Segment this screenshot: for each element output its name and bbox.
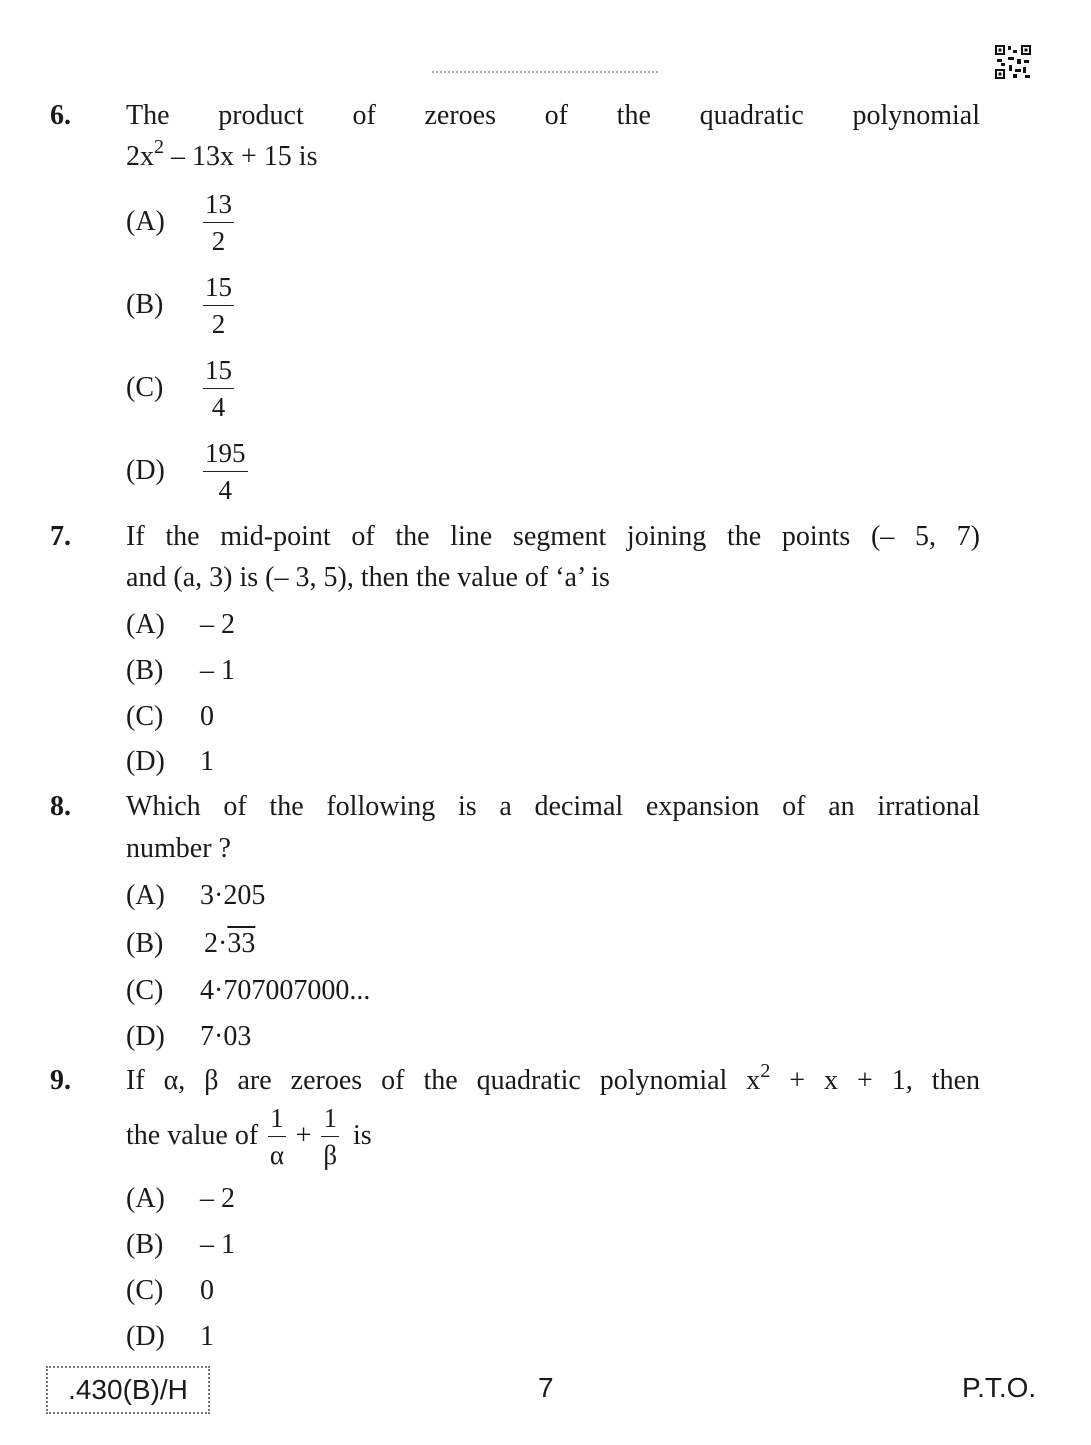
please-turn-over: P.T.O. [962,1372,1037,1403]
option-value: 1 [200,1321,214,1352]
option-value [203,435,248,508]
expr: 2x [126,141,154,172]
denominator: β [323,1139,338,1170]
text: If α, β are zeroes of the quadratic polynomial x [126,1065,761,1096]
numerator: 15 [203,352,234,389]
denominator: 2 [211,309,226,339]
question-number: 8. [50,791,71,822]
option-label: (A) [126,880,165,911]
page-number: 7 [538,1372,554,1403]
option-label: (D) [126,1321,165,1352]
denominator: α [269,1139,284,1170]
option-value: 1 [200,746,214,777]
option-value: – 2 [200,1183,235,1214]
option-value [203,352,234,425]
option-label: (C) [126,701,164,732]
text: the value of [126,1120,259,1151]
plus-sign: + [295,1120,312,1151]
security-microtext [432,71,658,76]
denominator: 4 [211,392,226,422]
repeating-digits: 33 [227,928,256,959]
option-value: 4·707007000... [200,975,371,1006]
question-number: 9. [50,1065,71,1096]
denominator: 4 [218,475,232,505]
exponent: 2 [760,1059,771,1082]
option-value: 7·03 [200,1021,252,1052]
option-label: (C) [126,975,164,1006]
option-label: (B) [126,289,164,320]
digits: 2· [204,928,228,959]
numerator: 15 [203,269,234,306]
option-value [203,186,234,259]
option-value: – 1 [200,1229,235,1260]
option-label: (D) [126,1021,165,1052]
exponent: 2 [154,135,164,158]
paper-code: .430(B)/H [46,1366,210,1414]
denominator: 2 [211,226,226,256]
question-number: 7. [50,521,71,552]
question-text [126,135,318,174]
option-value: – 1 [200,655,235,686]
numerator: 195 [203,435,248,472]
option-label: (B) [126,655,164,686]
option-value: 0 [200,1275,214,1306]
question-text [126,1059,980,1098]
option-value: 3·205 [200,880,266,911]
question-text: and (a, 3) is (– 3, 5), then the value of ‘a’ is [126,562,610,593]
text: is [352,1120,372,1151]
numerator: 1 [321,1100,339,1137]
option-label: (D) [126,455,165,486]
text: + x + 1, then [770,1065,980,1096]
option-value: 0 [200,701,214,732]
question-text: The product of zeroes of the quadratic polynomial [126,100,980,131]
option-value: – 2 [200,609,235,640]
question-text: If the mid-point of the line segment joining the points (– 5, 7) [126,521,980,552]
question-text: Which of the following is a decimal expansion of an irrational [126,791,980,822]
option-label: (B) [126,1229,164,1260]
option-label: (C) [126,372,164,403]
option-value [203,269,234,342]
qr-code-icon [995,45,1031,79]
numerator: 13 [203,186,234,223]
option-label: (D) [126,746,165,777]
option-label: (C) [126,1275,164,1306]
question-number: 6. [50,100,71,131]
option-label: (A) [126,1183,165,1214]
question-text [126,1100,372,1172]
expr: – 13x + 15 is [164,141,318,172]
question-text: number ? [126,833,231,864]
option-value [204,927,255,961]
option-label: (A) [126,609,165,640]
option-label: (B) [126,928,164,959]
option-label: (A) [126,206,165,237]
numerator: 1 [268,1100,286,1137]
